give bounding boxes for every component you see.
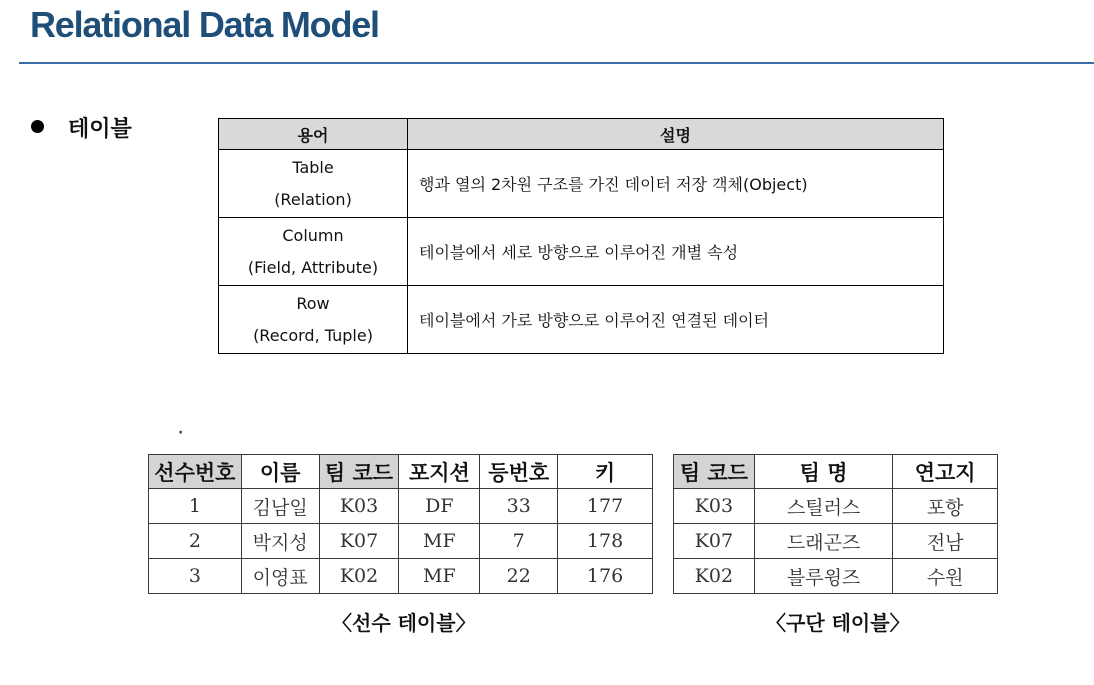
table-cell: 22	[480, 559, 558, 594]
header-cell: 포지션	[399, 455, 480, 489]
table-cell: K02	[674, 559, 755, 594]
table-row	[149, 524, 653, 559]
term-description: 테이블에서 가로 방향으로 이루어진 연결된 데이터	[408, 286, 944, 354]
table-cell: 드래곤즈	[754, 524, 893, 559]
table-cell: 33	[480, 489, 558, 524]
table-row	[674, 559, 998, 594]
table-cell: 2	[149, 524, 242, 559]
header-cell: 팀 코드	[319, 455, 399, 489]
header-cell: 연고지	[893, 455, 998, 489]
table-cell: 이영표	[241, 559, 319, 594]
player-table-caption: 〈선수 테이블〉	[332, 611, 476, 635]
table-cell: 1	[149, 489, 242, 524]
table-row	[219, 218, 944, 286]
table-cell: 178	[558, 524, 653, 559]
table-cell: K03	[674, 489, 755, 524]
table-cell: 김남일	[241, 489, 319, 524]
team-header-row	[674, 455, 998, 489]
terms-header-term: 용어	[219, 119, 408, 150]
term-description: 테이블에서 세로 방향으로 이루어진 개별 속성	[408, 218, 944, 286]
title-divider	[19, 62, 1094, 64]
term-alias: (Relation)	[274, 189, 352, 209]
team-table	[673, 454, 998, 594]
table-cell: K07	[674, 524, 755, 559]
term-name: Row	[296, 293, 330, 313]
term-cell	[219, 150, 408, 218]
table-cell: 수원	[893, 559, 998, 594]
team-table-caption: 〈구단 테이블〉	[766, 611, 910, 635]
section-label: 테이블	[68, 117, 132, 142]
table-cell: 박지성	[241, 524, 319, 559]
terms-header-description: 설명	[408, 119, 944, 150]
decorative-dot: ·	[178, 425, 184, 441]
page-title: Relational Data Model	[30, 4, 379, 45]
header-cell: 팀 코드	[674, 455, 755, 489]
term-name: Table	[292, 157, 334, 177]
term-description: 행과 열의 2차원 구조를 가진 데이터 저장 객체(Object)	[408, 150, 944, 218]
table-row	[674, 524, 998, 559]
table-cell: MF	[399, 559, 480, 594]
table-cell: K07	[319, 524, 399, 559]
header-cell: 팀 명	[754, 455, 893, 489]
table-row	[674, 489, 998, 524]
table-row	[149, 489, 653, 524]
term-alias: (Field, Attribute)	[247, 257, 379, 277]
table-cell: DF	[399, 489, 480, 524]
table-cell: 포항	[893, 489, 998, 524]
table-cell: 3	[149, 559, 242, 594]
player-table	[148, 454, 653, 594]
table-cell: 전남	[893, 524, 998, 559]
header-cell: 선수번호	[149, 455, 242, 489]
table-cell: K03	[319, 489, 399, 524]
player-header-row	[149, 455, 653, 489]
table-row	[219, 286, 944, 354]
terms-table	[218, 118, 944, 354]
term-name: Column	[282, 225, 344, 245]
term-alias: (Record, Tuple)	[253, 325, 373, 345]
terms-header-row	[219, 119, 944, 150]
table-row	[149, 559, 653, 594]
bullet-icon	[31, 120, 44, 133]
table-cell: 스틸러스	[754, 489, 893, 524]
header-cell: 등번호	[480, 455, 558, 489]
table-cell: 177	[558, 489, 653, 524]
header-cell: 이름	[241, 455, 319, 489]
table-cell: 176	[558, 559, 653, 594]
term-cell	[219, 218, 408, 286]
table-cell: MF	[399, 524, 480, 559]
header-cell: 키	[558, 455, 653, 489]
table-row	[219, 150, 944, 218]
table-cell: 7	[480, 524, 558, 559]
term-cell	[219, 286, 408, 354]
table-cell: 블루윙즈	[754, 559, 893, 594]
table-cell: K02	[319, 559, 399, 594]
